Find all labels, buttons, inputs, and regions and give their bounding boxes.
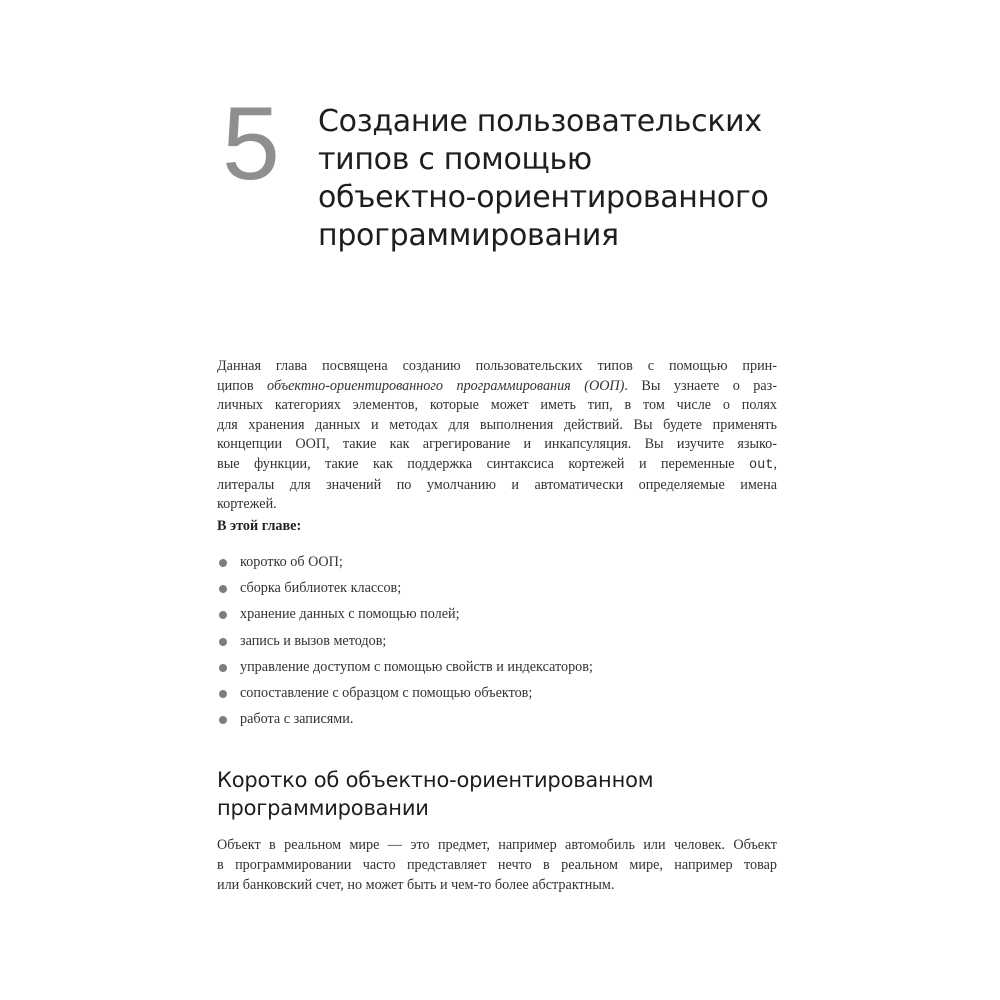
bullet-icon	[219, 585, 227, 593]
chapter-title	[318, 103, 838, 255]
bullet-icon	[219, 638, 227, 646]
list-item	[217, 631, 777, 657]
chapter-number: 5	[222, 86, 278, 202]
section-heading-line: Коротко об объектно-ориентированном	[217, 768, 654, 792]
bullet-icon	[219, 559, 227, 567]
intro-paragraph	[217, 357, 777, 515]
list-item-text: сборка библиотек классов;	[240, 580, 402, 597]
bullet-icon	[219, 664, 227, 672]
intro-line	[217, 377, 777, 397]
intro-line: концепции ООП, такие как агрегирование и инкапсуляция. Вы изучите языко-	[217, 436, 777, 453]
section-line: или банковский счет, но может быть и чем-то более абстрактным.	[217, 877, 615, 893]
section-heading	[217, 766, 777, 822]
list-item-text: работа с записями.	[240, 711, 354, 728]
list-item	[217, 552, 777, 578]
list-item-text: хранение данных с помощью полей;	[240, 606, 460, 623]
list-item	[217, 578, 777, 604]
intro-text: . Вы узнаете о раз-	[624, 377, 777, 394]
list-item	[217, 709, 777, 735]
inline-code: out	[748, 457, 774, 473]
section-paragraph	[217, 835, 777, 895]
intro-line: кортежей.	[217, 496, 277, 513]
intro-line	[217, 455, 777, 476]
list-item-text: запись и вызов методов;	[240, 632, 387, 649]
intro-emphasis: объектно-ориентированного программирования (ООП)	[267, 377, 625, 394]
chapter-topics-list	[217, 552, 777, 735]
bullet-icon	[219, 690, 227, 698]
intro-line: литералы для значений по умолчанию и автоматически определяемые имена	[217, 476, 777, 493]
list-item-text: сопоставление с образцом с помощью объектов;	[240, 684, 533, 701]
section-line: в программировании часто представляет нечто в реальном мире, например товар	[217, 857, 777, 873]
section-line: Объект в реальном мире — это предмет, например автомобиль или человек. Объект	[217, 837, 777, 853]
intro-line: личных категориях элементов, которые может иметь тип, в том числе о полях	[217, 397, 777, 414]
intro-line: Данная глава посвящена созданию пользовательских типов с помощью прин-	[217, 358, 777, 374]
bullet-icon	[219, 716, 227, 724]
list-item	[217, 683, 777, 709]
in-this-chapter-heading: В этой главе:	[217, 518, 302, 534]
list-item	[217, 604, 777, 630]
section-heading-line: программировании	[217, 796, 429, 820]
intro-text: ,	[773, 455, 777, 472]
intro-line: для хранения данных и методах для выполнения действий. Вы будете применять	[217, 416, 777, 433]
intro-text: ципов	[217, 377, 268, 394]
chapter-title-line: Создание пользовательских	[318, 104, 762, 139]
chapter-title-line: объектно-ориентированного	[318, 180, 769, 215]
bullet-icon	[219, 611, 227, 619]
chapter-title-line: типов с помощью	[318, 142, 592, 177]
list-item	[217, 657, 777, 683]
list-item-text: коротко об ООП;	[240, 554, 343, 570]
intro-text: вые функции, такие как поддержка синтаксиса кортежей и переменные	[217, 455, 749, 472]
list-item-text: управление доступом с помощью свойств и индексаторов;	[240, 658, 593, 675]
chapter-title-line: программирования	[318, 218, 619, 253]
